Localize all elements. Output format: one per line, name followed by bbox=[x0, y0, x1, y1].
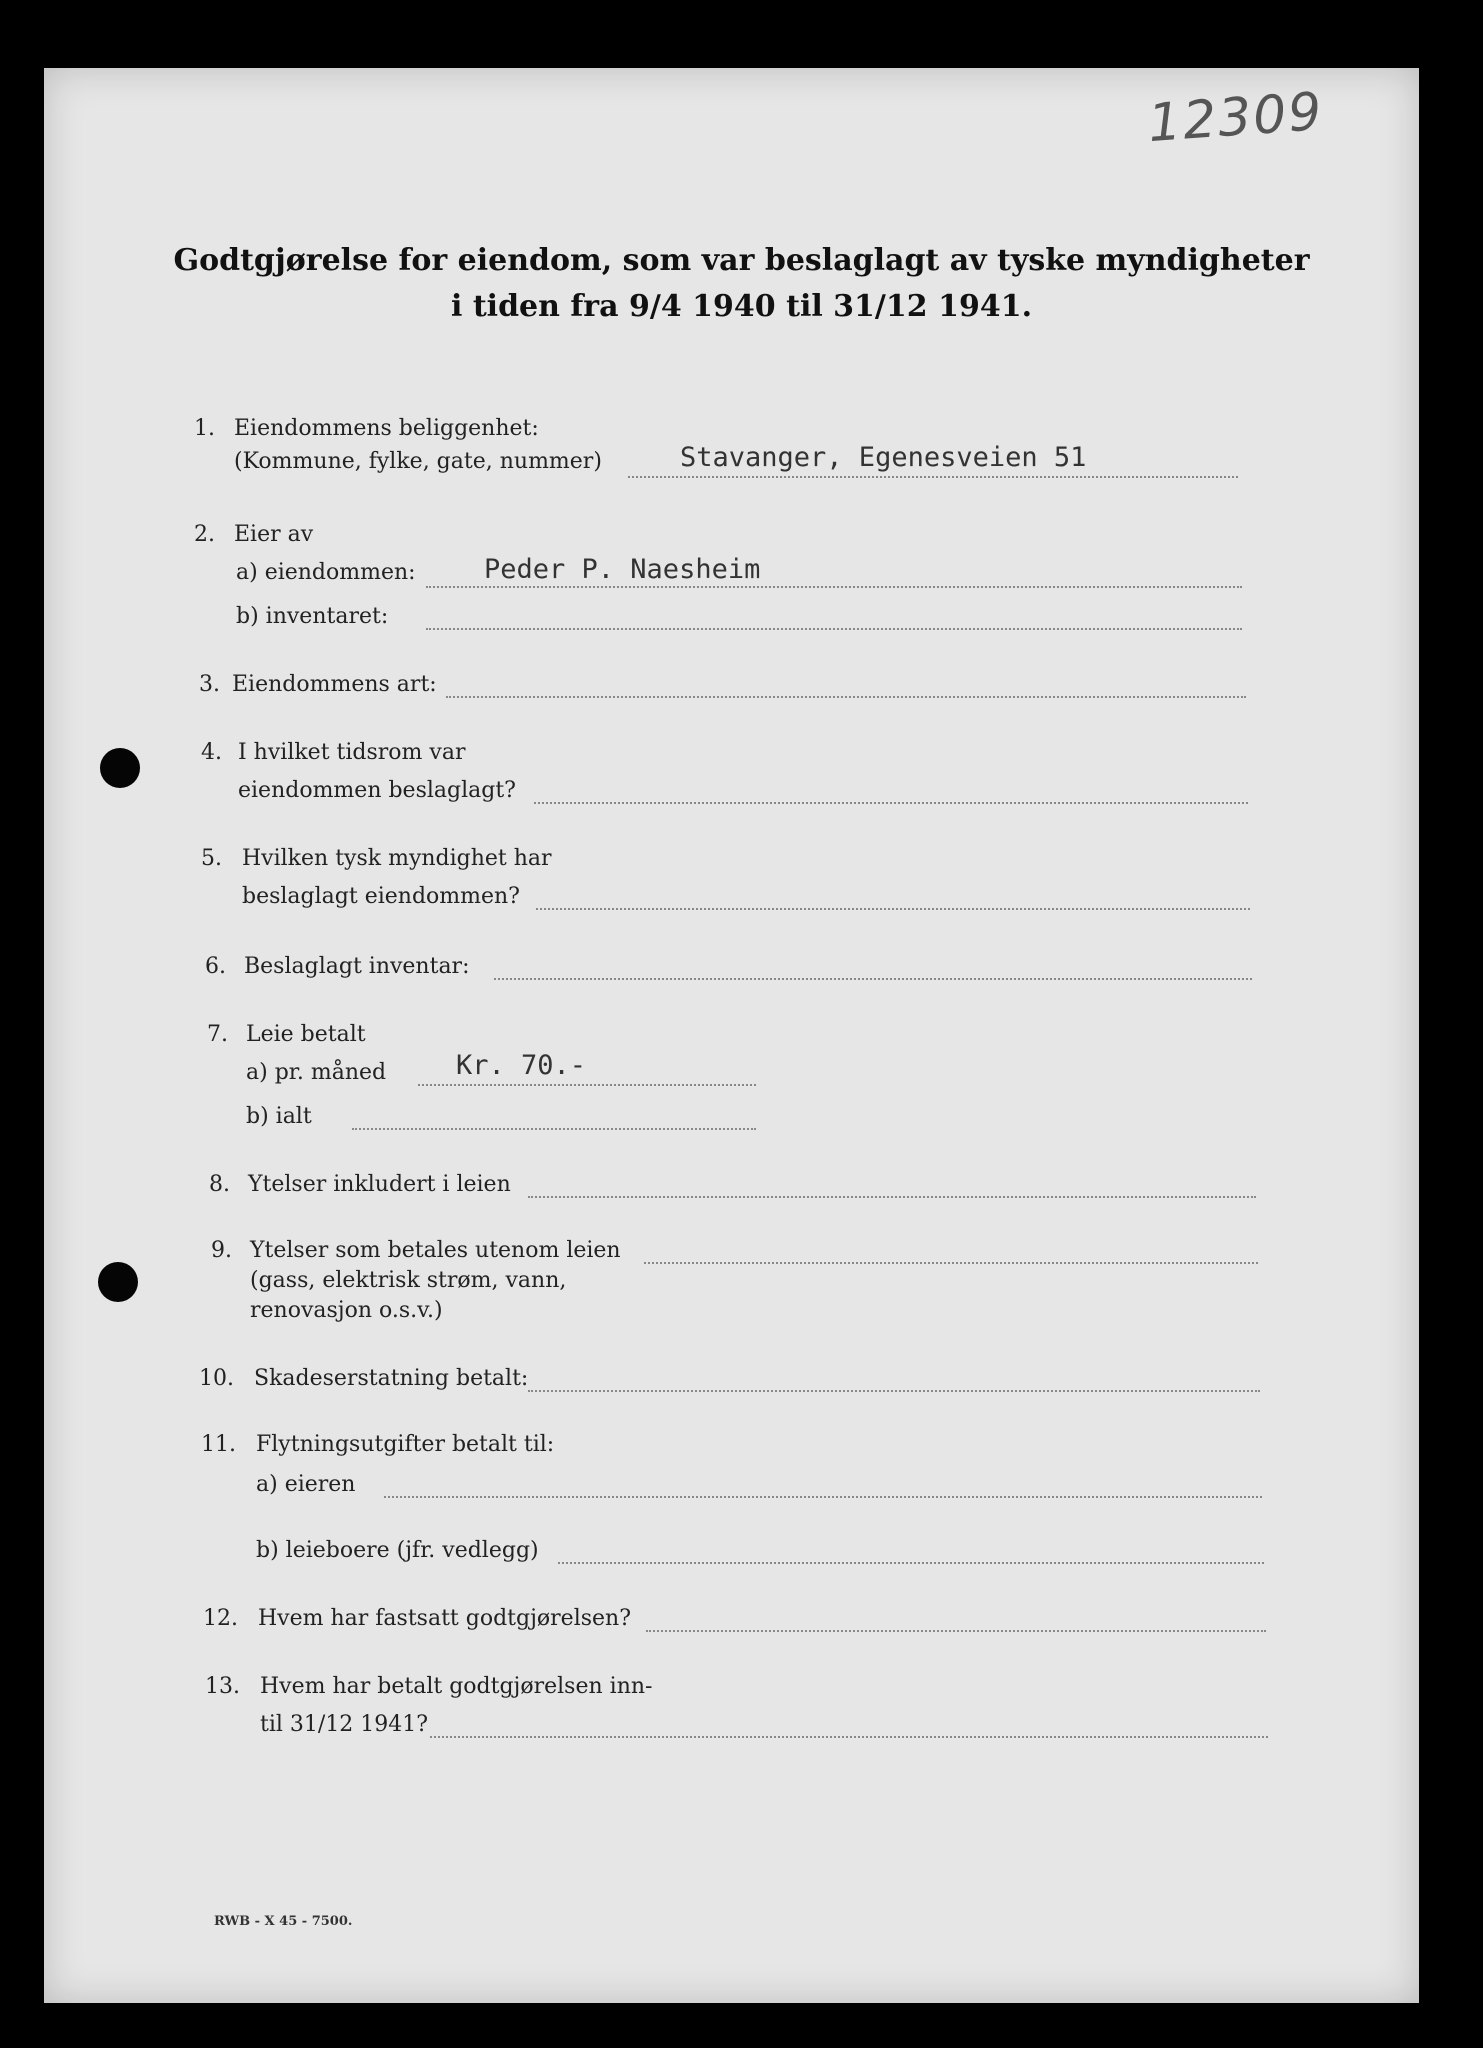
q2-number: 2. bbox=[194, 522, 215, 547]
q3-answer-line bbox=[446, 696, 1246, 698]
q1-answer: Stavanger, Egenesveien 51 bbox=[680, 442, 1087, 473]
q2b-label: b) inventaret: bbox=[236, 604, 389, 629]
q13-number: 13. bbox=[205, 1674, 240, 1699]
q7-number: 7. bbox=[207, 1022, 228, 1047]
q2a-answer: Peder P. Naesheim bbox=[484, 554, 761, 585]
q12-number: 12. bbox=[203, 1606, 238, 1631]
q4-sublabel: eiendommen beslaglagt? bbox=[238, 778, 516, 803]
q9-number: 9. bbox=[211, 1238, 232, 1263]
q10-answer-line bbox=[528, 1390, 1260, 1392]
q9-sublabel-2: renovasjon o.s.v.) bbox=[250, 1298, 443, 1323]
q5-sublabel: beslaglagt eiendommen? bbox=[242, 884, 520, 909]
title-line-2: i tiden fra 9/4 1940 til 31/12 1941. bbox=[450, 289, 1033, 324]
q8-number: 8. bbox=[209, 1172, 230, 1197]
q6-answer-line bbox=[494, 978, 1252, 980]
punch-hole-bottom bbox=[98, 1262, 138, 1302]
q12-answer-line bbox=[646, 1630, 1266, 1632]
q7b-answer-line bbox=[352, 1128, 756, 1130]
q2a-answer-line bbox=[426, 586, 1242, 588]
q11b-answer-line bbox=[558, 1562, 1264, 1564]
q12-label: Hvem har fastsatt godtgjørelsen? bbox=[258, 1606, 632, 1631]
q13-sublabel: til 31/12 1941? bbox=[260, 1712, 429, 1737]
q7a-answer-line bbox=[418, 1084, 756, 1086]
punch-hole-top bbox=[100, 748, 140, 788]
q11-label: Flytningsutgifter betalt til: bbox=[256, 1432, 555, 1457]
q6-number: 6. bbox=[205, 954, 226, 979]
q11a-label: a) eieren bbox=[256, 1472, 356, 1497]
q7a-label: a) pr. måned bbox=[246, 1060, 387, 1085]
q11-number: 11. bbox=[201, 1432, 236, 1457]
q10-number: 10. bbox=[199, 1366, 234, 1391]
q4-label: I hvilket tidsrom var bbox=[238, 740, 466, 765]
q2a-label: a) eiendommen: bbox=[236, 560, 416, 585]
q9-answer-line bbox=[644, 1262, 1258, 1264]
q2b-answer-line bbox=[426, 628, 1242, 630]
q6-label: Beslaglagt inventar: bbox=[244, 954, 470, 979]
q5-number: 5. bbox=[201, 846, 222, 871]
q2-label: Eier av bbox=[234, 522, 314, 547]
q3-number: 3. bbox=[199, 672, 220, 697]
print-code: RWB - X 45 - 7500. bbox=[214, 1914, 353, 1929]
q11b-label: b) leieboere (jfr. vedlegg) bbox=[256, 1538, 539, 1563]
q1-answer-line bbox=[628, 476, 1238, 478]
q7-label: Leie betalt bbox=[246, 1022, 366, 1047]
q8-label: Ytelser inkludert i leien bbox=[248, 1172, 511, 1197]
q4-answer-line bbox=[534, 802, 1248, 804]
q9-sublabel-1: (gass, elektrisk strøm, vann, bbox=[250, 1268, 567, 1293]
q13-label: Hvem har betalt godtgjørelsen inn- bbox=[260, 1674, 653, 1699]
q1-number: 1. bbox=[194, 416, 215, 441]
q13-answer-line bbox=[430, 1736, 1268, 1738]
q11a-answer-line bbox=[384, 1496, 1262, 1498]
q1-sublabel: (Kommune, fylke, gate, nummer) bbox=[234, 449, 602, 474]
q1-label: Eiendommens beliggenhet: bbox=[234, 416, 539, 441]
q7a-answer: Kr. 70.- bbox=[456, 1050, 587, 1081]
form-title bbox=[0, 238, 1483, 330]
archive-number: 12309 bbox=[1146, 81, 1326, 155]
q5-answer-line bbox=[536, 908, 1250, 910]
q8-answer-line bbox=[528, 1196, 1256, 1198]
title-line-1: Godtgjørelse for eiendom, som var beslaglagt av tyske myndigheter bbox=[173, 243, 1310, 278]
q5-label: Hvilken tysk myndighet har bbox=[242, 846, 552, 871]
q3-label: Eiendommens art: bbox=[232, 672, 437, 697]
q9-label: Ytelser som betales utenom leien bbox=[250, 1238, 621, 1263]
q10-label: Skadeserstatning betalt: bbox=[254, 1366, 529, 1391]
q4-number: 4. bbox=[201, 740, 222, 765]
q7b-label: b) ialt bbox=[246, 1104, 312, 1129]
